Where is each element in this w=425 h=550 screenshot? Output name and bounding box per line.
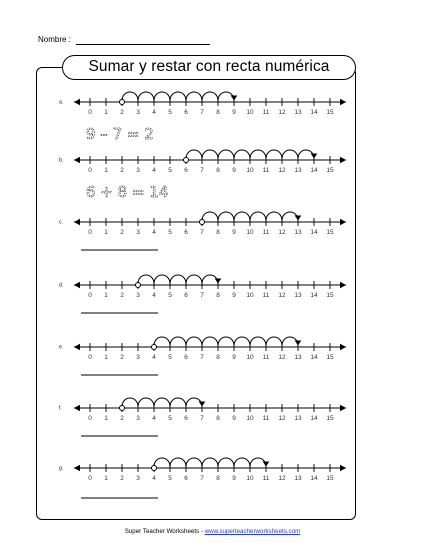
tick-label: 12: [278, 292, 286, 299]
tick-label: 5: [168, 415, 172, 422]
tick-label: 6: [184, 167, 188, 174]
hop-arc: [138, 92, 154, 101]
name-label: Nombre :: [38, 35, 71, 44]
tick-label: 2: [120, 109, 124, 116]
hop-arc: [218, 458, 234, 467]
tick-label: 15: [326, 354, 334, 361]
tick-label: 5: [168, 167, 172, 174]
tick-label: 12: [278, 354, 286, 361]
tick-label: 13: [294, 292, 302, 299]
start-point: [200, 220, 205, 225]
tick-label: 10: [246, 292, 254, 299]
hop-arc: [202, 150, 218, 159]
tick-label: 3: [136, 475, 140, 482]
tick-label: 0: [88, 109, 92, 116]
tick-label: 12: [278, 475, 286, 482]
hop-arc: [138, 275, 154, 284]
tick-label: 11: [262, 415, 270, 422]
tick-label: 12: [278, 229, 286, 236]
tick-label: 4: [152, 354, 156, 361]
tick-label: 0: [88, 292, 92, 299]
arrow-right: [340, 282, 346, 288]
tick-label: 14: [310, 109, 318, 116]
tick-label: 8: [216, 109, 220, 116]
problem-label: d.: [59, 282, 64, 289]
tick-label: 15: [326, 292, 334, 299]
tick-label: 7: [200, 109, 204, 116]
hop-arc: [170, 458, 186, 467]
footer-url-link[interactable]: www.superteacherworksheets.com: [204, 528, 301, 535]
tick-label: 11: [262, 229, 270, 236]
hop-arc: [218, 337, 234, 346]
start-point: [136, 283, 141, 288]
tick-label: 7: [200, 167, 204, 174]
tick-label: 3: [136, 109, 140, 116]
tick-label: 9: [232, 109, 236, 116]
tick-label: 10: [246, 229, 254, 236]
tick-label: 13: [294, 167, 302, 174]
arrow-left: [74, 282, 80, 288]
footer: [0, 528, 425, 535]
tick-label: 11: [262, 109, 270, 116]
tick-label: 9: [232, 354, 236, 361]
hop-arc: [202, 337, 218, 346]
tick-label: 3: [136, 415, 140, 422]
hop-arc: [186, 337, 202, 346]
tick-label: 7: [200, 292, 204, 299]
tick-label: 1: [104, 475, 108, 482]
tick-label: 2: [120, 292, 124, 299]
start-point: [152, 345, 157, 350]
tick-label: 4: [152, 475, 156, 482]
hop-arc: [250, 212, 266, 221]
tick-label: 1: [104, 292, 108, 299]
tick-label: 15: [326, 229, 334, 236]
arrow-left: [74, 219, 80, 225]
arrow-right: [340, 99, 346, 105]
tick-label: 13: [294, 475, 302, 482]
tick-label: 10: [246, 109, 254, 116]
hop-arrowhead: [215, 279, 222, 284]
tick-label: 6: [184, 415, 188, 422]
hop-arc: [170, 398, 186, 407]
tick-label: 2: [120, 475, 124, 482]
arrow-left: [74, 405, 80, 411]
hop-arc: [202, 212, 218, 221]
hop-arc: [202, 458, 218, 467]
tick-label: 5: [168, 292, 172, 299]
tick-label: 5: [168, 354, 172, 361]
tick-label: 14: [310, 167, 318, 174]
tick-label: 14: [310, 354, 318, 361]
tick-label: 10: [246, 167, 254, 174]
tick-label: 9: [232, 229, 236, 236]
tick-label: 15: [326, 109, 334, 116]
tick-label: 4: [152, 229, 156, 236]
tick-label: 5: [168, 109, 172, 116]
hop-arc: [154, 458, 170, 467]
hop-arc: [282, 150, 298, 159]
hop-arrowhead: [311, 154, 318, 159]
tick-label: 1: [104, 229, 108, 236]
tick-label: 12: [278, 167, 286, 174]
hop-arc: [154, 275, 170, 284]
tick-label: 14: [310, 415, 318, 422]
arrow-right: [340, 157, 346, 163]
hop-arc: [186, 458, 202, 467]
hop-arrowhead: [295, 341, 302, 346]
hop-arc: [234, 212, 250, 221]
footer-separator: -: [199, 528, 205, 535]
hop-arc: [250, 150, 266, 159]
tick-label: 2: [120, 354, 124, 361]
example-equation: 6 + 8 = 14: [86, 183, 169, 201]
hop-arc: [234, 458, 250, 467]
hop-arc: [170, 337, 186, 346]
start-point: [184, 158, 189, 163]
hop-arc: [122, 92, 138, 101]
tick-label: 0: [88, 167, 92, 174]
tick-label: 15: [326, 475, 334, 482]
problem-label: g.: [59, 465, 64, 472]
arrow-right: [340, 465, 346, 471]
tick-label: 6: [184, 475, 188, 482]
hop-arrowhead: [295, 216, 302, 221]
tick-label: 12: [278, 415, 286, 422]
tick-label: 14: [310, 475, 318, 482]
hop-arc: [154, 398, 170, 407]
hop-arc: [186, 150, 202, 159]
hop-arc: [266, 150, 282, 159]
hop-arrowhead: [263, 462, 270, 467]
hop-arc: [250, 337, 266, 346]
start-point: [152, 466, 157, 471]
start-point: [120, 406, 125, 411]
tick-label: 13: [294, 354, 302, 361]
tick-label: 0: [88, 354, 92, 361]
problem-label: e.: [59, 344, 64, 351]
tick-label: 3: [136, 292, 140, 299]
tick-label: 4: [152, 292, 156, 299]
tick-label: 2: [120, 415, 124, 422]
hop-arc: [218, 212, 234, 221]
tick-label: 7: [200, 415, 204, 422]
tick-label: 11: [262, 167, 270, 174]
tick-label: 13: [294, 109, 302, 116]
hop-arc: [154, 92, 170, 101]
footer-site-name: Super Teacher Worksheets: [124, 528, 200, 535]
arrow-right: [340, 219, 346, 225]
tick-label: 7: [200, 229, 204, 236]
tick-label: 9: [232, 292, 236, 299]
tick-label: 1: [104, 167, 108, 174]
hop-arc: [138, 398, 154, 407]
arrow-left: [74, 344, 80, 350]
tick-label: 8: [216, 167, 220, 174]
tick-label: 15: [326, 167, 334, 174]
tick-label: 12: [278, 109, 286, 116]
tick-label: 8: [216, 475, 220, 482]
tick-label: 11: [262, 475, 270, 482]
hop-arc: [234, 150, 250, 159]
tick-label: 10: [246, 415, 254, 422]
hop-arc: [170, 275, 186, 284]
tick-label: 0: [88, 229, 92, 236]
hop-arrowhead: [231, 96, 238, 101]
tick-label: 2: [120, 229, 124, 236]
tick-label: 4: [152, 109, 156, 116]
tick-label: 6: [184, 354, 188, 361]
tick-label: 14: [310, 229, 318, 236]
tick-label: 0: [88, 415, 92, 422]
tick-label: 15: [326, 415, 334, 422]
tick-label: 8: [216, 415, 220, 422]
tick-label: 9: [232, 475, 236, 482]
problem-label: b.: [59, 157, 64, 164]
tick-label: 10: [246, 354, 254, 361]
arrow-left: [74, 99, 80, 105]
hop-arc: [122, 398, 138, 407]
tick-label: 5: [168, 229, 172, 236]
hop-arc: [218, 150, 234, 159]
tick-label: 13: [294, 415, 302, 422]
tick-label: 2: [120, 167, 124, 174]
tick-label: 14: [310, 292, 318, 299]
arrow-right: [340, 344, 346, 350]
tick-label: 1: [104, 354, 108, 361]
tick-label: 7: [200, 475, 204, 482]
hop-arc: [266, 212, 282, 221]
tick-label: 1: [104, 415, 108, 422]
tick-label: 6: [184, 292, 188, 299]
tick-label: 0: [88, 475, 92, 482]
tick-label: 3: [136, 167, 140, 174]
hop-arc: [154, 337, 170, 346]
tick-label: 6: [184, 109, 188, 116]
tick-label: 8: [216, 229, 220, 236]
hop-arc: [186, 275, 202, 284]
tick-label: 5: [168, 475, 172, 482]
tick-label: 7: [200, 354, 204, 361]
hop-arc: [234, 337, 250, 346]
problem-label: f.: [59, 405, 62, 412]
tick-label: 9: [232, 415, 236, 422]
problem-label: a.: [59, 99, 64, 106]
problem-label: c.: [59, 219, 63, 226]
tick-label: 3: [136, 229, 140, 236]
hop-arrowhead: [199, 402, 206, 407]
tick-label: 10: [246, 475, 254, 482]
tick-label: 4: [152, 415, 156, 422]
tick-label: 4: [152, 167, 156, 174]
arrow-right: [340, 405, 346, 411]
example-equation: 9 – 7 = 2: [86, 125, 154, 143]
tick-label: 6: [184, 229, 188, 236]
hop-arc: [266, 337, 282, 346]
hop-arc: [170, 92, 186, 101]
tick-label: 1: [104, 109, 108, 116]
hop-arc: [202, 92, 218, 101]
tick-label: 8: [216, 354, 220, 361]
hop-arc: [186, 92, 202, 101]
tick-label: 8: [216, 292, 220, 299]
tick-label: 11: [262, 354, 270, 361]
tick-label: 13: [294, 229, 302, 236]
worksheet-title: Sumar y restar con recta numérica: [62, 55, 356, 80]
arrow-left: [74, 157, 80, 163]
arrow-left: [74, 465, 80, 471]
tick-label: 3: [136, 354, 140, 361]
tick-label: 9: [232, 167, 236, 174]
tick-label: 11: [262, 292, 270, 299]
start-point: [120, 100, 125, 105]
